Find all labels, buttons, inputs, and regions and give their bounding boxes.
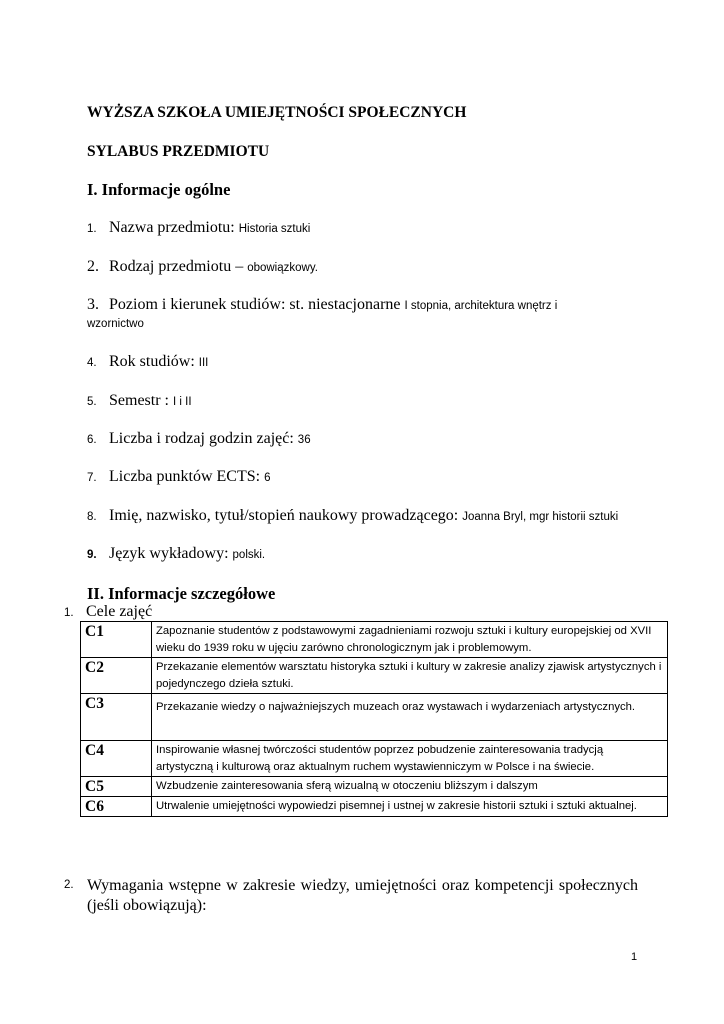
school-name: WYŻSZA SZKOŁA UMIEJĘTNOŚCI SPOŁECZNYCH [87, 104, 467, 121]
item-label: Cele zajęć [86, 603, 153, 620]
table-row [81, 694, 668, 741]
item-number: 9. [87, 549, 97, 561]
info-item-7 [87, 468, 271, 486]
syllabus-title: SYLABUS PRZEDMIOTU [87, 143, 270, 160]
info-item-8 [87, 507, 618, 525]
item-number: 6. [87, 434, 97, 446]
item-value: polski. [232, 549, 266, 561]
section-1-heading: I. Informacje ogólne [87, 180, 231, 199]
item-value-continued: wzornictwo [87, 318, 144, 330]
item-value: Historia sztuki [238, 223, 311, 235]
table-row [81, 741, 668, 777]
goal-description: Przekazanie wiedzy o najważniejszych muzeach oraz wystawach i wydarzeniach artystycznych. [152, 694, 668, 741]
item-number: 8. [87, 511, 97, 523]
info-item-5 [87, 392, 192, 410]
goals-table [80, 621, 668, 817]
info-item-4 [87, 353, 208, 371]
goal-description: Wzbudzenie zainteresowania sferą wizualną w otoczeniu bliższym i dalszym [152, 777, 668, 797]
info-item-3 [87, 296, 557, 314]
item-number: 7. [87, 472, 97, 484]
info-item-1 [87, 219, 310, 237]
item-label: Nazwa przedmiotu: [109, 219, 239, 236]
item-label: Rodzaj przedmiotu – [109, 258, 248, 275]
item-value: 36 [297, 434, 311, 446]
goal-code: C2 [81, 658, 152, 694]
item-label: Wymagania wstępne w zakresie wiedzy, umiejętności oraz kompetencji społecznych (jeśli obowiązują): [87, 877, 638, 914]
item-number: 4. [87, 357, 97, 369]
table-row [81, 658, 668, 694]
table-row [81, 622, 668, 658]
item-label: Liczba punktów ECTS: [109, 468, 265, 485]
item-number: 1. [64, 607, 74, 619]
item-value: I i II [173, 396, 192, 408]
table-row [81, 777, 668, 797]
item-value: 6 [264, 472, 271, 484]
table-row [81, 797, 668, 817]
goal-description: Zapoznanie studentów z podstawowymi zagadnieniami rozwoju sztuki i kultury europejskiej od XVII wieku do 1939 roku w ujęciu zarówno chronologicznym jak i problemowym. [152, 622, 668, 658]
page-number: 1 [631, 951, 638, 963]
item-number: 1. [87, 223, 97, 235]
item-label: Język wykładowy: [109, 545, 233, 562]
info-item-2 [87, 258, 318, 276]
item-value: III [198, 357, 209, 369]
goal-code: C5 [81, 777, 152, 797]
section-2-heading: II. Informacje szczegółowe [87, 584, 276, 603]
subsection-requirements [64, 876, 638, 916]
item-value: I stopnia, architektura wnętrz i [404, 300, 558, 312]
goal-description: Przekazanie elementów warsztatu historyka sztuki i kultury w zakresie analizy zjawisk artystycznych i pojedynczego dzieła sztuki. [152, 658, 668, 694]
item-number: 2. [87, 258, 99, 275]
item-number: 3. [87, 296, 99, 313]
goal-code: C4 [81, 741, 152, 777]
item-value: obowiązkowy. [247, 262, 318, 274]
goal-description: Utrwalenie umiejętności wypowiedzi pisemnej i ustnej w zakresie historii sztuki i sztuki aktualnej. [152, 797, 668, 817]
item-label: Semestr : [109, 392, 173, 409]
item-number: 2. [64, 879, 74, 891]
item-label: Poziom i kierunek studiów: st. niestacjonarne [109, 296, 405, 313]
goal-code: C1 [81, 622, 152, 658]
goal-description: Inspirowanie własnej twórczości studentów poprzez pobudzenie zainteresowania tradycją artystyczną i kulturową oraz aktualnym ruchem wystawienniczym w Polsce i na świecie. [152, 741, 668, 777]
subsection-goals-title [64, 603, 152, 621]
info-item-6 [87, 430, 311, 448]
item-label: Rok studiów: [109, 353, 199, 370]
info-item-9 [87, 545, 265, 563]
goal-code: C6 [81, 797, 152, 817]
item-label: Imię, nazwisko, tytuł/stopień naukowy prowadzącego: [109, 507, 463, 524]
item-label: Liczba i rodzaj godzin zajęć: [109, 430, 298, 447]
item-number: 5. [87, 396, 97, 408]
goal-code: C3 [81, 694, 152, 741]
item-value: Joanna Bryl, mgr historii sztuki [462, 511, 619, 523]
